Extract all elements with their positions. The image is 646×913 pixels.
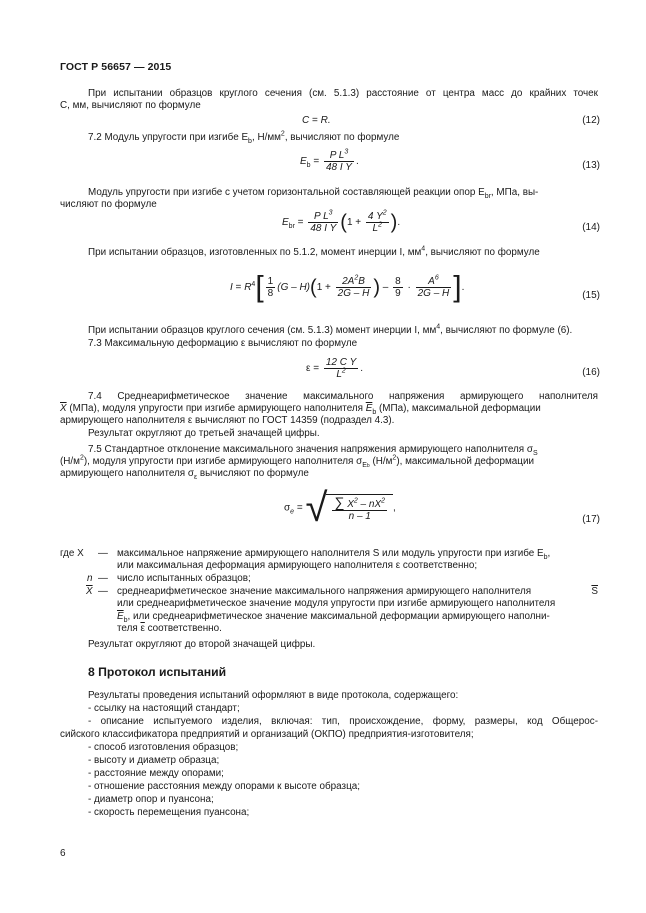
paragraph-line: 7.4 Среднеарифметическое значение максимального напряжения армирующего наполнителя <box>88 391 598 402</box>
formula-14: $E_{br}$ = $\frac{P L^3}{\text{48 I Y}}$ (1 + $\frac{4 Y^2}{L^2}$ ). <box>282 209 401 234</box>
paragraph-line: числяют по формуле <box>60 199 157 210</box>
where-dash: — <box>98 586 108 597</box>
where-text: максимальное напряжение армирующего наполнителя S или модуль упругости при изгибе $E_b$, <box>117 548 551 561</box>
list-item: - скорость перемещения пуансона; <box>88 807 250 818</box>
list-item: - ссылку на настоящий стандарт; <box>88 703 240 714</box>
paragraph-line: При испытании образцов круглого сечения (см. 5.1.3) расстояние от центра масс до крайних точек <box>88 88 598 99</box>
formula-number: (15) <box>582 290 600 301</box>
formula-13: $E_b$ = $\frac{P L^3}{\text{48 I Y}}$ . <box>300 148 359 173</box>
list-item: - высоту и диаметр образца; <box>88 755 220 766</box>
list-item: - описание испытуемого изделия, включая: тип, происхождение, форму, размеры, код Общерос- <box>88 716 598 727</box>
page-number: 6 <box>60 848 66 859</box>
paragraph-line: $\overline{X}$ (МПа), модуля упругости при изгибе армирующего наполнителя $\overline{E}_b$ (МПа), максимальной деформации <box>60 403 541 416</box>
paragraph-line: Результат округляют до третьей значащей цифры. <box>88 428 320 439</box>
paragraph-line: армирующего наполнителя ε вычисляют по ГОСТ 14359 (подраздел 4.3). <box>60 415 395 426</box>
formula-16: ε = $\frac{\text{12 C Y}}{L^2}$ . <box>306 357 364 380</box>
paragraph-line: Модуль упругости при изгибе с учетом горизонтальной составляющей реакции опор $E_{br}$, МПа, вы- <box>88 187 539 200</box>
formula-15: $I = R^4$[ $\frac{1}{8}$ (G – H)(1 + $\frac{2A^2B}{2G - H}$ ) – $\frac{8}{9}$ · $\frac{A^6}{2G - H}$ ]. <box>230 270 465 304</box>
list-item: - отношение расстояния между опорами к высоте образца; <box>88 781 360 792</box>
paragraph-line: Результаты проведения испытаний оформляют в виде протокола, содержащего: <box>88 690 459 701</box>
formula-number: (13) <box>582 160 600 171</box>
where-text: или максимальная деформация армирующего наполнителя ε соответственно; <box>117 560 478 571</box>
paragraph-line: $(Н/м^2)$, модуля упругости при изгибе армирующего наполнителя $\sigma_{Eb}$ $(Н/м^2)$, максимальной деформации <box>60 454 534 469</box>
where-text: или среднеарифметическое значение модуля упругости при изгибе армирующего наполнителя <box>117 598 556 609</box>
paragraph-line: С, мм, вычисляют по формуле <box>60 100 201 111</box>
formula-number: (12) <box>582 115 600 126</box>
where-key: где X <box>60 548 84 559</box>
paragraph-line: При испытании образцов круглого сечения (см. 5.1.3) момент инерции I, $мм^4$, вычисляют по формуле (6). <box>88 323 573 336</box>
where-text: среднеарифметическое значение максимального напряжения армирующего наполнителя $\overline{S}$ <box>117 586 598 597</box>
formula-number: (17) <box>582 514 600 525</box>
list-item: - диаметр опор и пуансона; <box>88 794 214 805</box>
paragraph-line: 7.5 Стандартное отклонение максимального значения напряжения армирующего наполнителя $\sigma_S$ <box>88 444 538 457</box>
where-key: n <box>87 573 93 584</box>
standard-code-header: ГОСТ Р 56657 — 2015 <box>60 61 172 73</box>
formula-number: (14) <box>582 222 600 233</box>
where-dash: — <box>98 548 108 559</box>
where-text: теля $\overline{\varepsilon}$ соответственно. <box>117 623 222 634</box>
paragraph-line: 7.2 Модуль упругости при изгибе $E_b$, $Н/мм^2$, вычисляют по формуле <box>88 130 400 145</box>
where-key: $\overline{X}$ <box>86 586 93 597</box>
list-item: - способ изготовления образцов; <box>88 742 239 753</box>
paragraph-line: 7.3 Максимальную деформацию ε вычисляют по формуле <box>88 338 358 349</box>
paragraph-line: армирующего наполнителя $\sigma_\varepsilon$ вычисляют по формуле <box>60 468 309 481</box>
list-item: сийского классификатора предприятий и организаций (ОКПО) предприятия-изготовителя; <box>60 729 474 740</box>
paragraph-line: Результат округляют до второй значащей цифры. <box>88 639 316 650</box>
where-text: $\overline{E}_b$, или среднеарифметическое значение максимальной деформации армирующего наполни- <box>117 611 550 624</box>
list-item: - расстояние между опорами; <box>88 768 224 779</box>
where-text: число испытанных образцов; <box>117 573 251 584</box>
section-heading: 8 Протокол испытаний <box>88 665 227 679</box>
where-dash: — <box>98 573 108 584</box>
formula-number: (16) <box>582 367 600 378</box>
formula-12: C = R. <box>302 115 331 126</box>
paragraph-line: При испытании образцов, изготовленных по 5.1.2, момент инерции I, $мм^4$, вычисляют по формуле <box>88 245 540 258</box>
formula-17: $\sigma_e$ = √ $\frac{\sum X^2 - nX^2}{n - 1}$ , <box>284 486 396 530</box>
